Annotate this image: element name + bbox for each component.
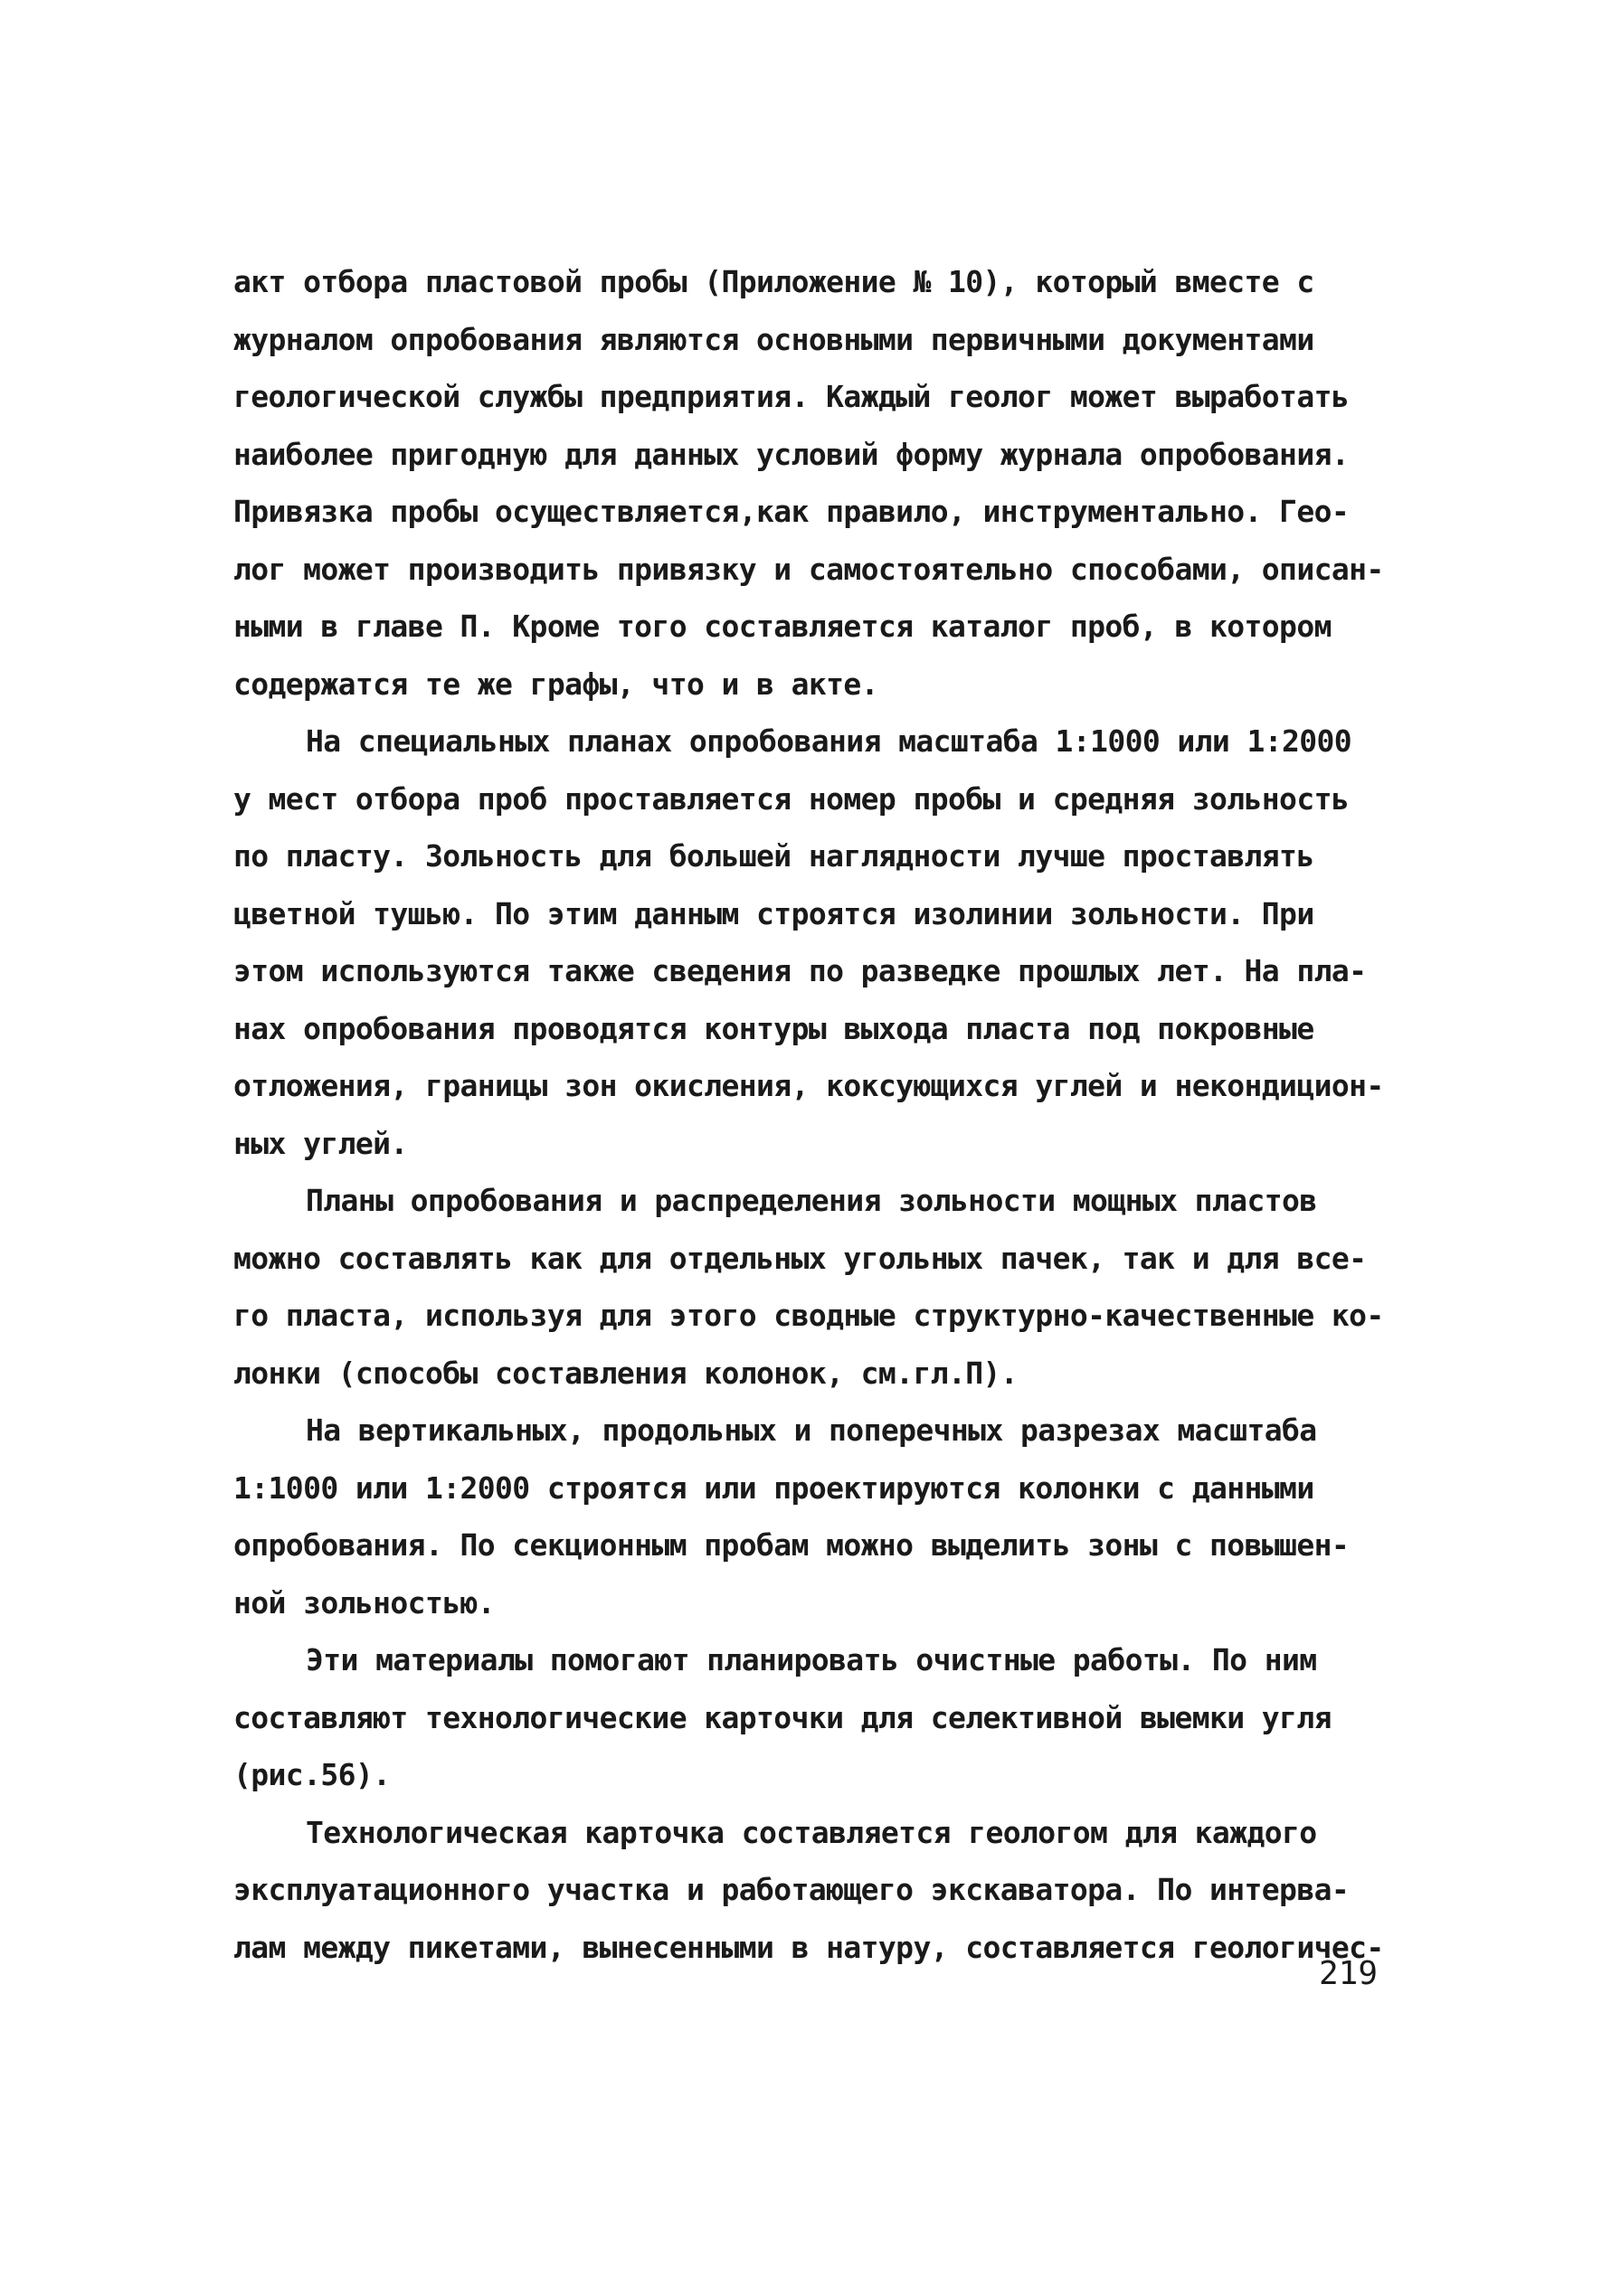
text-line: журналом опробования являются основными первичными документами: [233, 321, 1314, 357]
text-line: Привязка пробы осуществляется,как правило, инструментально. Гео-: [233, 494, 1350, 529]
text-line: можно составлять как для отдельных угольных пачек, так и для все-: [233, 1240, 1367, 1276]
text-line: Технологическая карточка составляется геологом для каждого: [306, 1814, 1317, 1850]
text-line: ной зольностью.: [233, 1584, 496, 1620]
text-line: акт отбора пластовой пробы (Приложение № 10), который вместе с: [233, 264, 1314, 299]
text-line: лам между пикетами, вынесенными в натуру, составляется геологичес-: [233, 1929, 1384, 1965]
text-line: по пласту. Зольность для большей наглядности лучше проставлять: [233, 838, 1314, 874]
text-line: 1:1000 или 1:2000 строятся или проектируются колонки с данными: [233, 1469, 1314, 1506]
text-line: (рис.56).: [233, 1757, 391, 1792]
text-line: ными в главе П. Кроме того составляется каталог проб, в котором: [233, 609, 1332, 644]
text-line: Планы опробования и распределения зольности мощных пластов: [306, 1183, 1317, 1218]
page-number: 219: [1319, 1955, 1379, 1992]
text-line: содержатся те же графы, что и в акте.: [233, 666, 878, 702]
text-line: ных углей.: [233, 1125, 408, 1161]
text-line: нах опробования проводятся контуры выхода пласта под покровные: [233, 1010, 1314, 1046]
text-line: На вертикальных, продольных и поперечных разрезах масштаба: [306, 1413, 1317, 1448]
text-line: геологической службы предприятия. Каждый геолог может выработать: [233, 379, 1350, 414]
text-line: составляют технологические карточки для селективной выемки угля: [233, 1699, 1332, 1735]
text-line: лонки (способы составления колонок, см.гл.П).: [233, 1355, 1019, 1391]
text-line: цветной тушью. По этим данным строятся изолинии зольности. При: [233, 895, 1314, 931]
text-line: лог может производить привязку и самостоятельно способами, описан-: [233, 551, 1384, 587]
text-line: Эти материалы помогают планировать очистные работы. По ним: [306, 1642, 1317, 1677]
text-line: этом используются также сведения по разведке прошлых лет. На пла-: [233, 953, 1367, 988]
text-line: у мест отбора проб проставляется номер пробы и средняя зольность: [233, 780, 1350, 817]
text-line: отложения, границы зон окисления, коксующихся углей и некондицион-: [233, 1068, 1384, 1103]
text-line: На специальных планах опробования масштаба 1:1000 или 1:2000: [306, 723, 1352, 759]
text-line: эксплуатационного участка и работающего экскаватора. По интерва-: [233, 1872, 1350, 1907]
text-line: наиболее пригодную для данных условий форму журнала опробования.: [233, 436, 1350, 472]
text-line: опробования. По секционным пробам можно выделить зоны с повышен-: [233, 1527, 1350, 1563]
body-text: [233, 253, 1409, 1976]
text-line: го пласта, используя для этого сводные структурно-качественные ко-: [233, 1298, 1384, 1333]
